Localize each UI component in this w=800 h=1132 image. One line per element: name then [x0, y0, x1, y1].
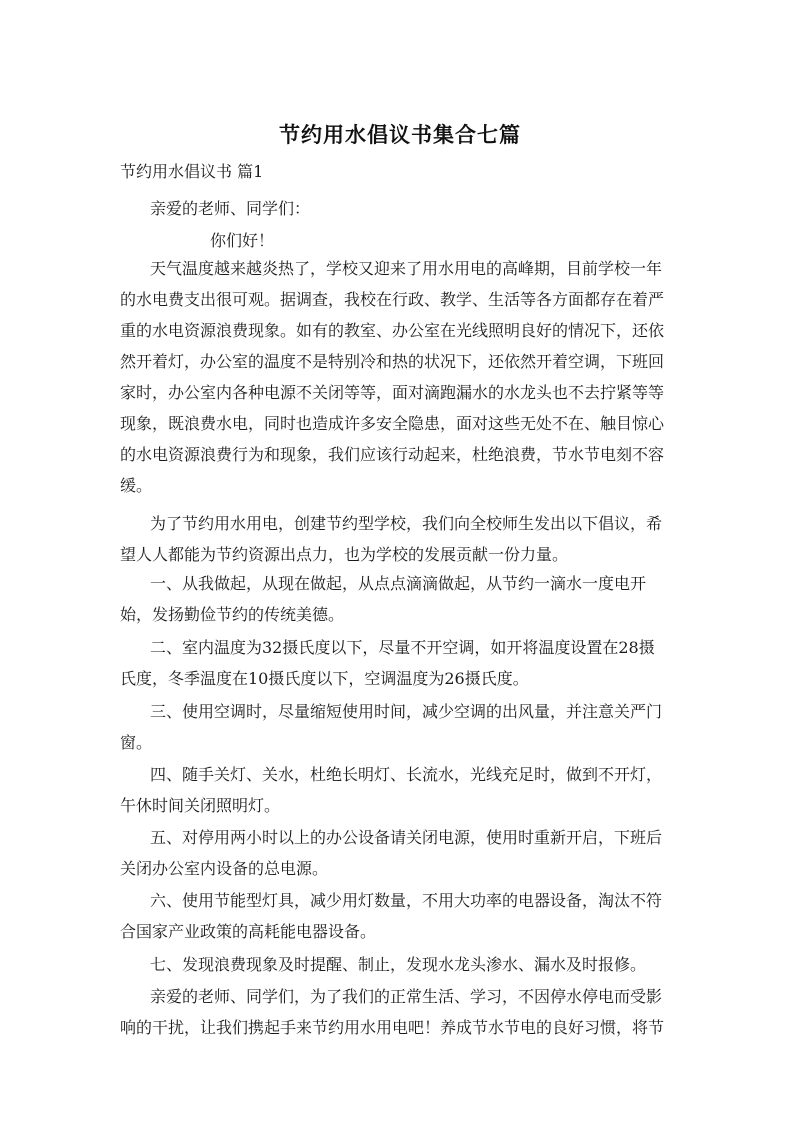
list-item-line: 氏度，冬季温度在10摄氏度以下，空调温度为26摄氏度。 — [120, 669, 529, 688]
list-item-line: 七、发现浪费现象及时提醒、制止，发现水龙头渗水、漏水及时报修。 — [150, 955, 647, 974]
paragraph-line: 然开着灯，办公室的温度不是特别冷和热的状况下，还依然开着空调，下班回 — [120, 352, 665, 371]
list-item-line: 六、使用节能型灯具，减少用灯数量，不用大功率的电器设备，淘汰不符 — [150, 891, 663, 910]
list-item-line: 午休时间关闭照明灯。 — [120, 796, 281, 815]
paragraph-line: 现象，既浪费水电，同时也造成许多安全隐患，面对这些无处不在、触目惊心 — [120, 414, 665, 433]
list-item-line: 二、室内温度为32摄氏度以下，尽量不开空调，如开将温度设置在28摄 — [150, 638, 655, 657]
paragraph-line: 的水电费支出很可观。据调查，我校在行政、教学、生活等各方面都存在着严 — [120, 290, 665, 309]
paragraph-line: 亲爱的老师、同学们，为了我们的正常生活、学习，不因停水停电而受影 — [150, 987, 663, 1006]
list-item-line: 始，发扬勤俭节约的传统美德。 — [120, 605, 345, 624]
paragraph-line: 望人人都能为节约资源出点力，也为学校的发展贡献一份力量。 — [120, 545, 569, 564]
paragraph-line: 重的水电资源浪费现象。如有的教室、办公室在光线照明良好的情况下，还依 — [120, 321, 665, 340]
paragraph-line: 的水电资源浪费行为和现象，我们应该行动起来，杜绝浪费，节水节电刻不容 — [120, 445, 665, 464]
list-item-line: 四、随手关灯、关水，杜绝长明灯、长流水，光线充足时，做到不开灯， — [150, 765, 663, 784]
list-item-line: 窗。 — [120, 733, 153, 752]
list-item-line: 合国家产业政策的高耗能电器设备。 — [120, 922, 377, 941]
paragraph-line: 为了节约用水用电，创建节约型学校，我们向全校师生发出以下倡议，希 — [150, 514, 663, 533]
paragraph-line: 家时，办公室内各种电源不关闭等等，面对滴跑漏水的水龙头也不去拧紧等等 — [120, 383, 665, 402]
paragraph-line: 响的干扰，让我们携起手来节约用水用电吧！养成节水节电的良好习惯，将节 — [120, 1018, 665, 1037]
document-title: 节约用水倡议书集合七篇 — [279, 123, 521, 147]
list-item-line: 三、使用空调时，尽量缩短使用时间，减少空调的出风量，并注意关严门 — [150, 702, 663, 721]
section-heading: 节约用水倡议书 篇1 — [120, 162, 264, 181]
list-item-line: 一、从我做起，从现在做起，从点点滴滴做起，从节约一滴水一度电开 — [150, 574, 647, 593]
list-item-line: 五、对停用两小时以上的办公设备请关闭电源，使用时重新开启，下班后 — [150, 828, 663, 847]
list-item-line: 关闭办公室内设备的总电源。 — [120, 859, 329, 878]
paragraph-line: 天气温度越来越炎热了，学校又迎来了用水用电的高峰期，目前学校一年 — [150, 259, 663, 278]
salutation: 亲爱的老师、同学们： — [150, 199, 311, 218]
greeting: 你们好！ — [210, 231, 275, 250]
paragraph-line: 缓。 — [120, 476, 153, 495]
